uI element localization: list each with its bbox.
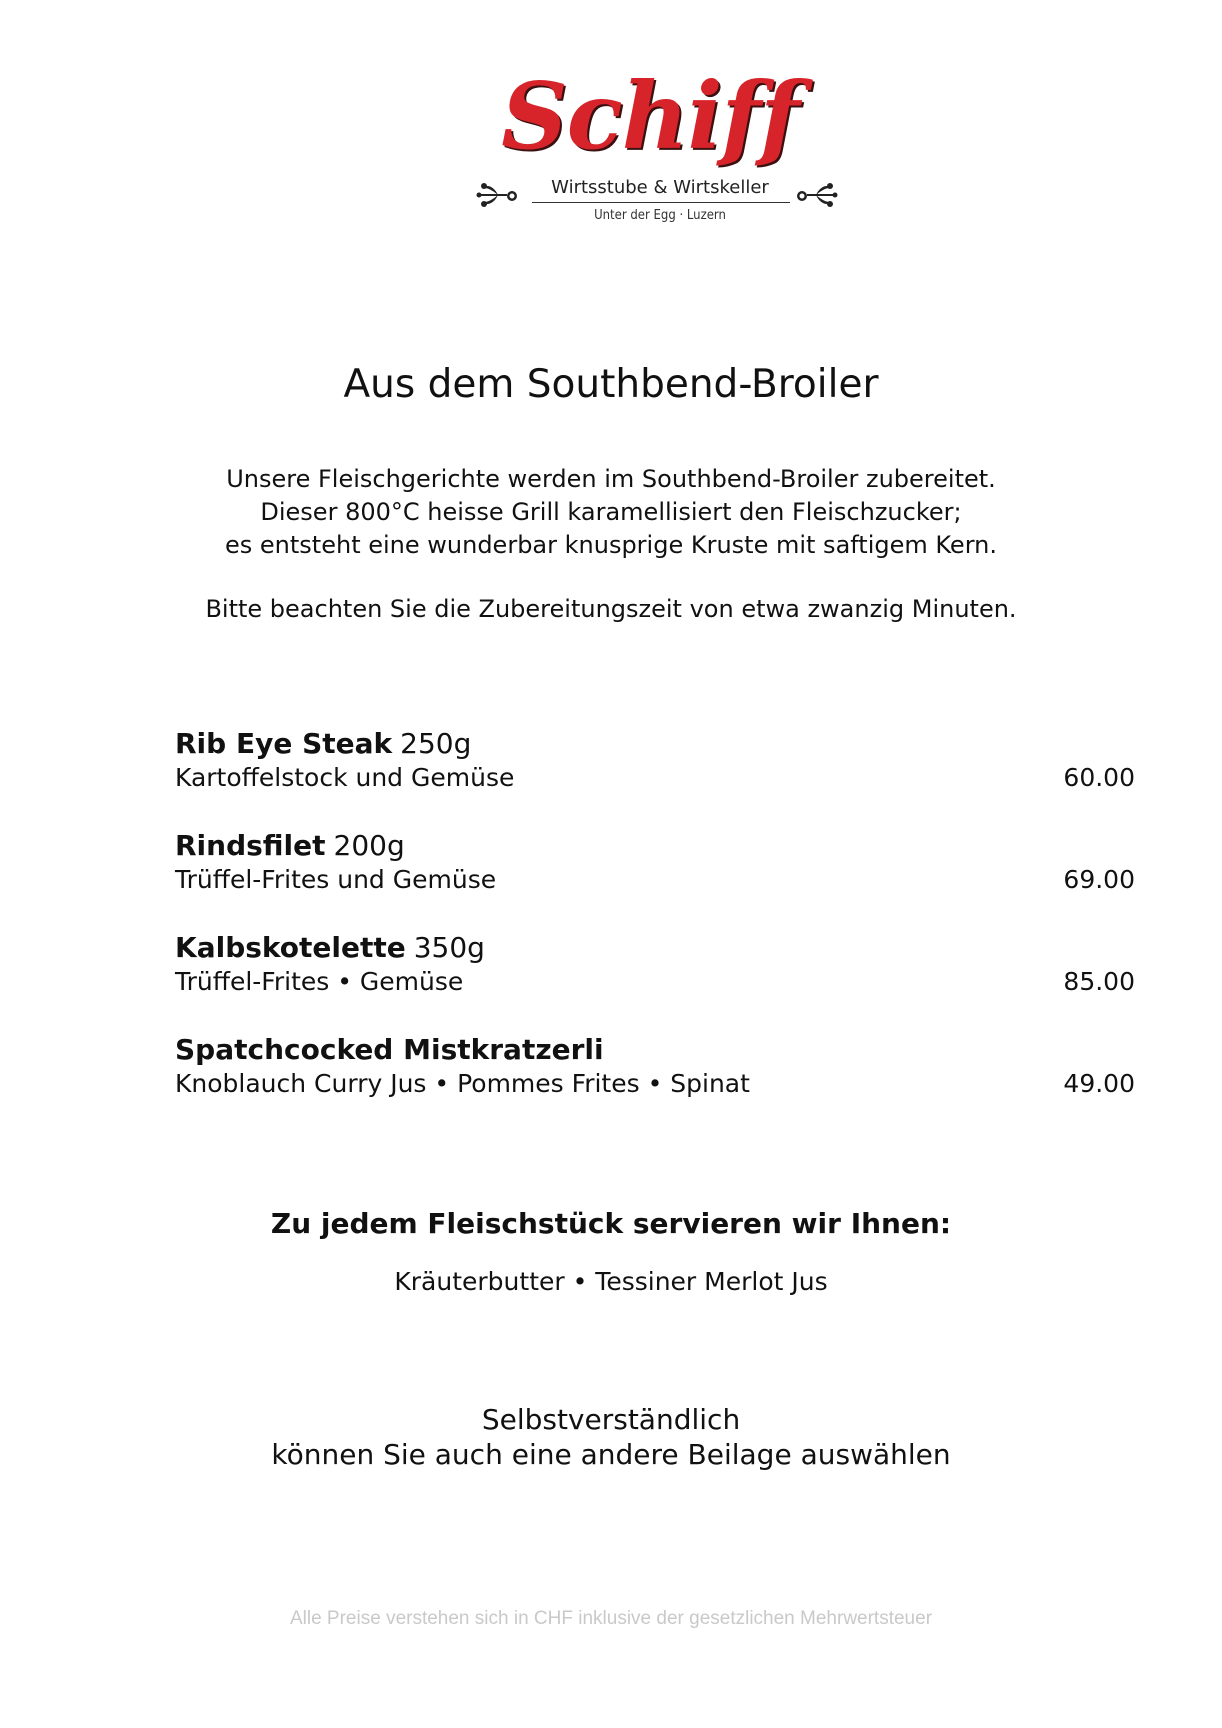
item-title bbox=[175, 931, 1135, 965]
item-description: Knoblauch Curry Jus • Pommes Frites • Spinat bbox=[175, 1069, 750, 1098]
menu-list bbox=[175, 727, 1135, 1135]
logo-wordmark: Schiff bbox=[501, 62, 799, 170]
item-name: Rindsfilet bbox=[175, 829, 326, 862]
intro-line: es entsteht eine wunderbar knusprige Kruste mit saftigem Kern. bbox=[225, 531, 997, 559]
price-footnote: Alle Preise verstehen sich in CHF inklusive der gesetzlichen Mehrwertsteuer bbox=[289, 1608, 933, 1629]
item-description: Trüffel-Frites und Gemüse bbox=[175, 865, 497, 894]
item-weight: 350g bbox=[413, 931, 485, 964]
item-price: 49.00 bbox=[1063, 1069, 1135, 1098]
item-price: 85.00 bbox=[1063, 967, 1135, 996]
flourish-ornament-left-icon bbox=[476, 174, 520, 218]
item-title bbox=[175, 1033, 1135, 1067]
logo-divider bbox=[532, 202, 790, 203]
logo-subtitle: Wirtsstube & Wirtskeller bbox=[551, 177, 769, 198]
item-name: Kalbskotelette bbox=[175, 931, 406, 964]
closing-line: Selbstverständlich bbox=[481, 1403, 741, 1436]
flourish-ornament-right-icon bbox=[794, 174, 838, 218]
page-title: Aus dem Southbend-Broiler bbox=[343, 362, 879, 407]
accompaniments-heading: Zu jedem Fleischstück servieren wir Ihnen: bbox=[270, 1207, 952, 1240]
item-description: Kartoffelstock und Gemüse bbox=[175, 763, 515, 792]
item-weight: 200g bbox=[333, 829, 405, 862]
item-title bbox=[175, 829, 1135, 863]
preparation-time-note: Bitte beachten Sie die Zubereitungszeit von etwa zwanzig Minuten. bbox=[205, 595, 1017, 623]
intro-line: Dieser 800°C heisse Grill karamellisiert den Fleischzucker; bbox=[260, 498, 962, 526]
item-description: Trüffel-Frites • Gemüse bbox=[175, 967, 464, 996]
item-price: 69.00 bbox=[1063, 865, 1135, 894]
menu-item bbox=[175, 931, 1135, 999]
closing-line: können Sie auch eine andere Beilage auswählen bbox=[271, 1438, 951, 1471]
item-title bbox=[175, 727, 1135, 761]
closing-text bbox=[0, 1402, 1222, 1472]
logo-location: Unter der Egg · Luzern bbox=[594, 208, 726, 223]
accompaniments-list: Kräuterbutter • Tessiner Merlot Jus bbox=[394, 1267, 828, 1296]
menu-item bbox=[175, 1033, 1135, 1101]
menu-item bbox=[175, 829, 1135, 897]
intro-text bbox=[0, 463, 1222, 562]
item-name: Rib Eye Steak bbox=[175, 727, 393, 760]
restaurant-logo bbox=[470, 62, 850, 236]
item-weight: 250g bbox=[400, 727, 472, 760]
intro-line: Unsere Fleischgerichte werden im Southbend-Broiler zubereitet. bbox=[226, 465, 996, 493]
item-price: 60.00 bbox=[1063, 763, 1135, 792]
item-name: Spatchcocked Mistkratzerli bbox=[175, 1033, 604, 1066]
menu-item bbox=[175, 727, 1135, 795]
